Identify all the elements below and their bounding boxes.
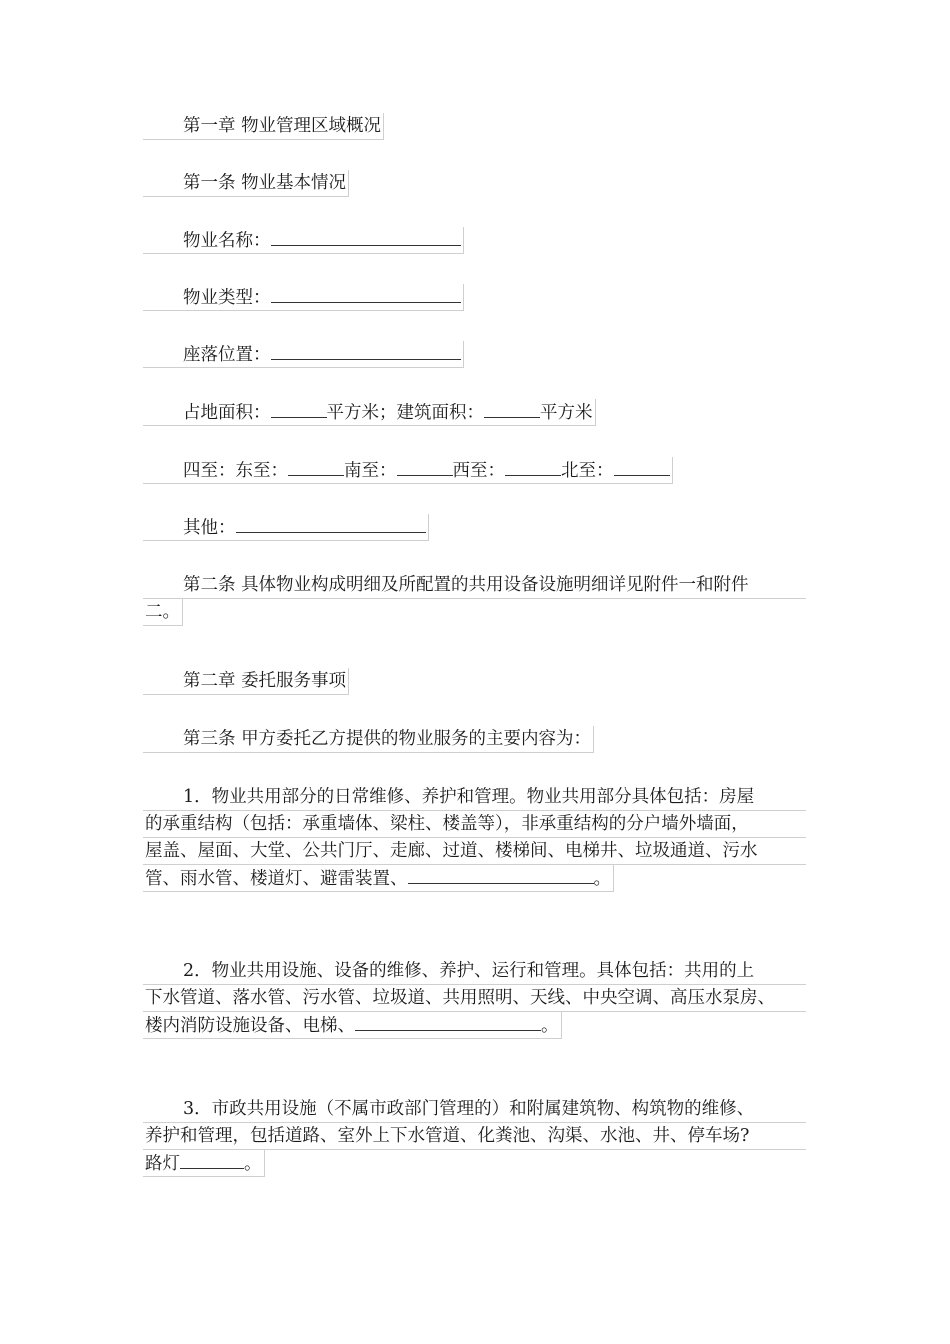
location-blank[interactable] [271, 341, 461, 360]
location-label: 座落位置： [183, 345, 271, 365]
article-2-line-1: 第二条 具体物业构成明细及所配置的共用设备设施明细详见附件一和附件 [143, 572, 806, 599]
property-type-row [143, 284, 464, 311]
item-2-paragraph [143, 958, 806, 1039]
article-3-title: 第三条 甲方委托乙方提供的物业服务的主要内容为： [143, 726, 594, 753]
other-label: 其他： [183, 518, 236, 538]
south-blank[interactable] [397, 457, 453, 476]
article-3-heading [143, 726, 594, 753]
north-blank[interactable] [614, 457, 670, 476]
area-row [143, 399, 596, 426]
other-blank[interactable] [236, 514, 426, 533]
item-3-line-2: 养护和管理，包括道路、室外上下水管道、化粪池、沟渠、水池、井、停车场? [143, 1123, 806, 1150]
west-label: 西至： [452, 461, 505, 481]
item-1-line-1: 1．物业共用部分的日常维修、养护和管理。物业共用部分具体包括：房屋 [143, 784, 806, 811]
building-area-label: 平方米；建筑面积： [326, 403, 484, 423]
chapter-1-title: 第一章 物业管理区域概况 [143, 113, 384, 140]
sqm-unit: 平方米 [540, 403, 593, 423]
boundary-row [143, 457, 673, 484]
building-area-blank[interactable] [484, 399, 540, 418]
land-area-label: 占地面积： [183, 403, 271, 423]
item-3-line-3: 路灯 。 [143, 1150, 265, 1177]
article-2-line-2: 二。 [143, 599, 183, 626]
chapter-2-heading [143, 668, 349, 695]
west-blank[interactable] [505, 457, 561, 476]
article-2-paragraph [143, 572, 806, 626]
other-row [143, 514, 429, 541]
item-1-line-4: 管、雨水管、楼道灯、避雷装置、 。 [143, 865, 614, 892]
item-2-line-3: 楼内消防设施设备、电梯、 。 [143, 1012, 562, 1039]
item-2-line-2: 下水管道、落水管、污水管、垃圾道、共用照明、天线、中央空调、高压水泵房、 [143, 985, 806, 1012]
item-3-paragraph [143, 1096, 806, 1177]
item-1-paragraph [143, 784, 806, 892]
item-2-line-1: 2．物业共用设施、设备的维修、养护、运行和管理。具体包括：共用的上 [143, 958, 806, 985]
land-area-blank[interactable] [271, 399, 327, 418]
item-1-line-3: 屋盖、屋面、大堂、公共门厅、走廊、过道、楼梯间、电梯井、垃圾通道、污水 [143, 838, 806, 865]
property-name-blank[interactable] [271, 227, 461, 246]
item-3-line-1: 3．市政共用设施（不属市政部门管理的）和附属建筑物、构筑物的维修、 [143, 1096, 806, 1123]
south-label: 南至： [344, 461, 397, 481]
east-label: 四至：东至： [183, 461, 288, 481]
property-type-label: 物业类型： [183, 288, 271, 308]
north-label: 北至： [561, 461, 614, 481]
chapter-1-heading [143, 113, 384, 140]
chapter-2-title: 第二章 委托服务事项 [143, 668, 349, 695]
item-1-line-2: 的承重结构（包括：承重墙体、梁柱、楼盖等），非承重结构的分户墙外墙面， [143, 811, 806, 838]
article-1-heading [143, 170, 349, 197]
property-type-blank[interactable] [271, 284, 461, 303]
location-row [143, 341, 464, 368]
article-1-title: 第一条 物业基本情况 [143, 170, 349, 197]
property-name-label: 物业名称： [183, 231, 271, 251]
east-blank[interactable] [288, 457, 344, 476]
property-name-row [143, 227, 464, 254]
item-1-blank[interactable] [408, 865, 594, 884]
item-2-blank[interactable] [355, 1012, 541, 1031]
item-3-blank[interactable] [180, 1150, 244, 1169]
